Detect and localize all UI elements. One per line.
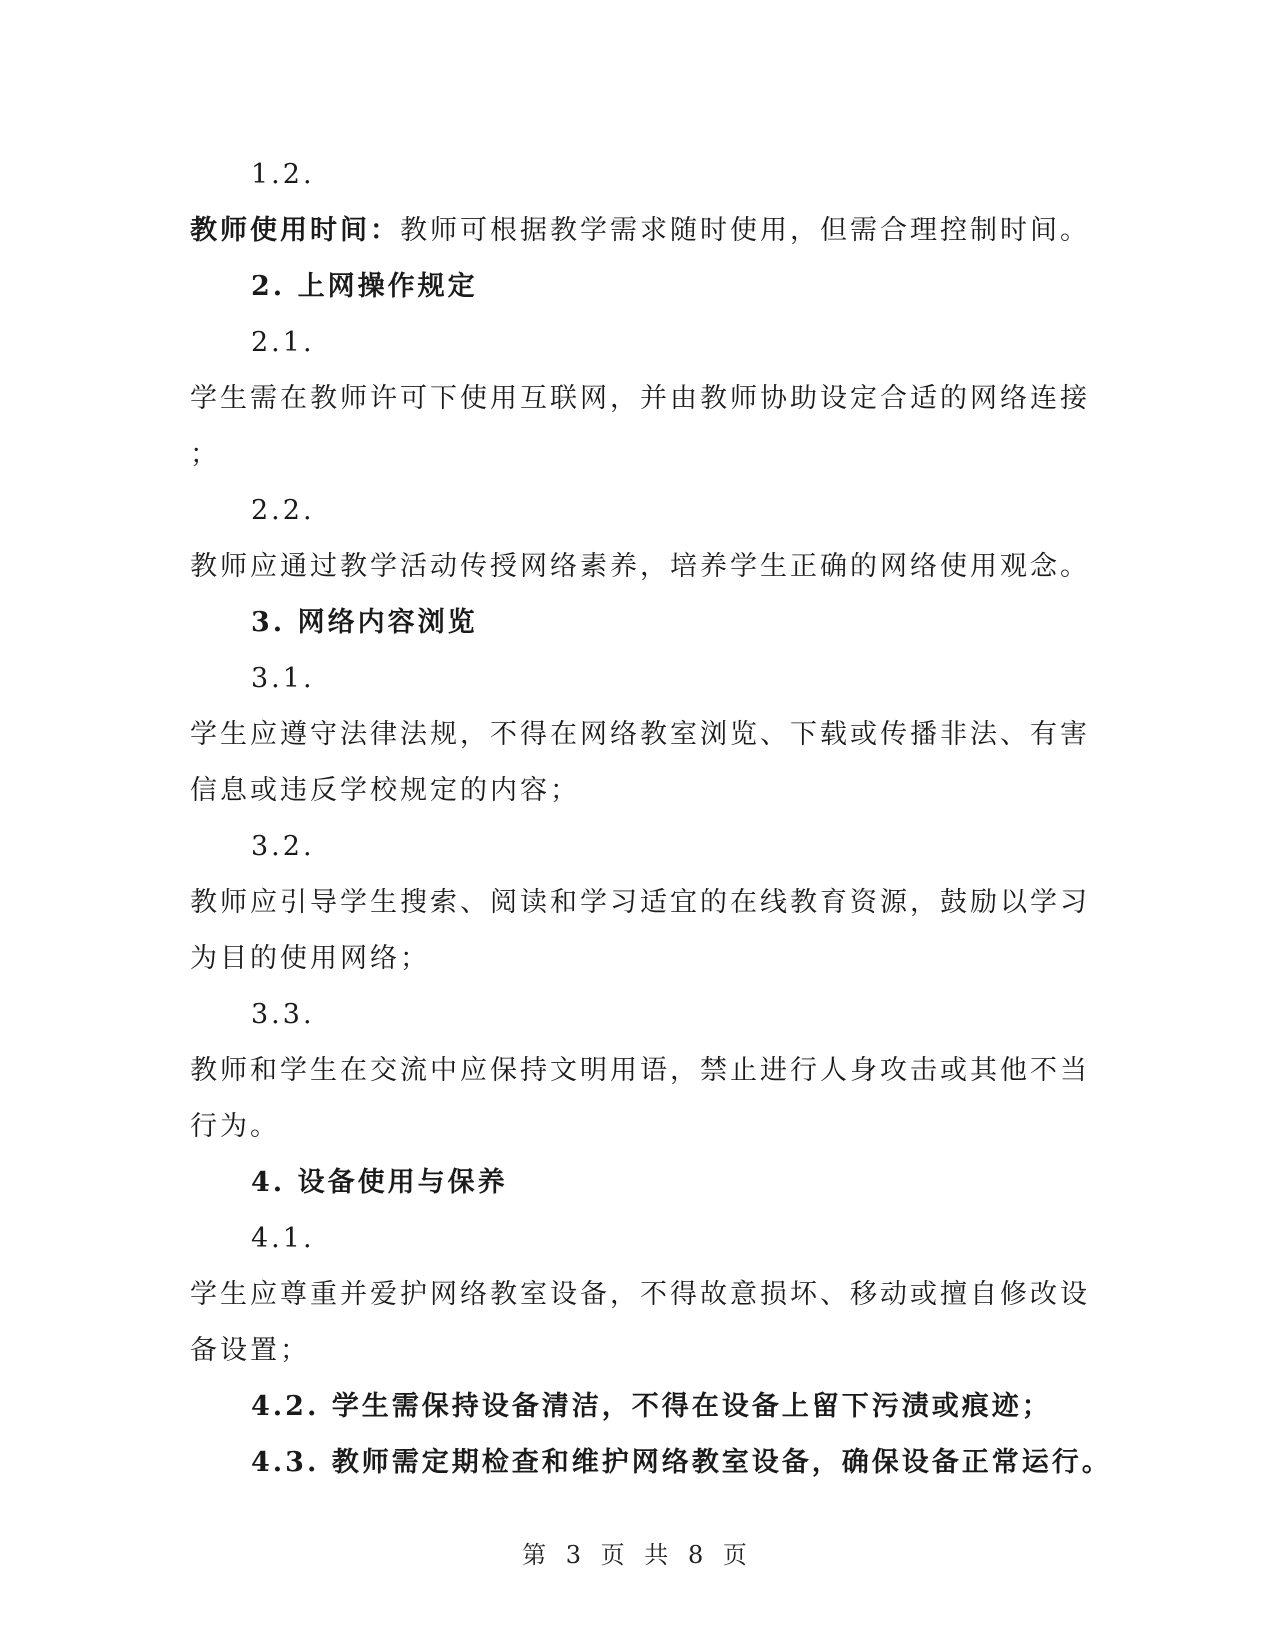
item-3-2-number: 3.2. — [251, 831, 315, 862]
item-1-2-body: 教师可根据教学需求随时使用，但需合理控制时间。 — [400, 215, 1090, 246]
item-2-2-number: 2.2. — [251, 495, 315, 526]
item-2-1-number: 2.1. — [251, 327, 315, 358]
document-body — [190, 147, 1112, 1491]
item-4-1-text-line-1: 学生应尊重并爱护网络教室设备，不得故意损坏、移动或擅自修改设 — [190, 1279, 1090, 1310]
item-3-2-text-line-1: 教师应引导学生搜索、阅读和学习适宜的在线教育资源，鼓励以学习 — [190, 887, 1090, 918]
item-3-1-text-line-1: 学生应遵守法律法规，不得在网络教室浏览、下载或传播非法、有害 — [190, 719, 1090, 750]
section-4-heading: 4. 设备使用与保养 — [251, 1167, 508, 1198]
section-3-heading: 3. 网络内容浏览 — [251, 607, 478, 638]
item-2-1-text-line-2: ； — [190, 439, 220, 470]
item-4-2: 4.2. 学生需保持设备清洁，不得在设备上留下污渍或痕迹； — [251, 1391, 1052, 1422]
item-1-2-text — [190, 203, 1090, 259]
item-4-1-text-line-2: 备设置； — [190, 1335, 310, 1366]
item-1-2-number: 1.2. — [251, 159, 315, 190]
section-2-heading: 2. 上网操作规定 — [251, 271, 478, 302]
item-3-2-text-line-2: 为目的使用网络； — [190, 943, 430, 974]
item-3-3-number: 3.3. — [251, 999, 315, 1030]
item-3-3-text-line-2: 行为。 — [190, 1111, 280, 1142]
item-3-1-text-line-2: 信息或违反学校规定的内容； — [190, 775, 580, 806]
item-2-1-text-line-1: 学生需在教师许可下使用互联网，并由教师协助设定合适的网络连接 — [190, 383, 1090, 414]
item-3-1-number: 3.1. — [251, 663, 315, 694]
item-3-3-text-line-1: 教师和学生在交流中应保持文明用语，禁止进行人身攻击或其他不当 — [190, 1055, 1090, 1086]
item-2-2-text: 教师应通过教学活动传授网络素养，培养学生正确的网络使用观念。 — [190, 551, 1090, 582]
item-4-1-number: 4.1. — [251, 1223, 315, 1254]
page-footer: 第 3 页 共 8 页 — [522, 1541, 753, 1569]
item-4-3: 4.3. 教师需定期检查和维护网络教室设备，确保设备正常运行。 — [251, 1447, 1112, 1478]
item-1-2-lead: 教师使用时间： — [190, 215, 400, 246]
